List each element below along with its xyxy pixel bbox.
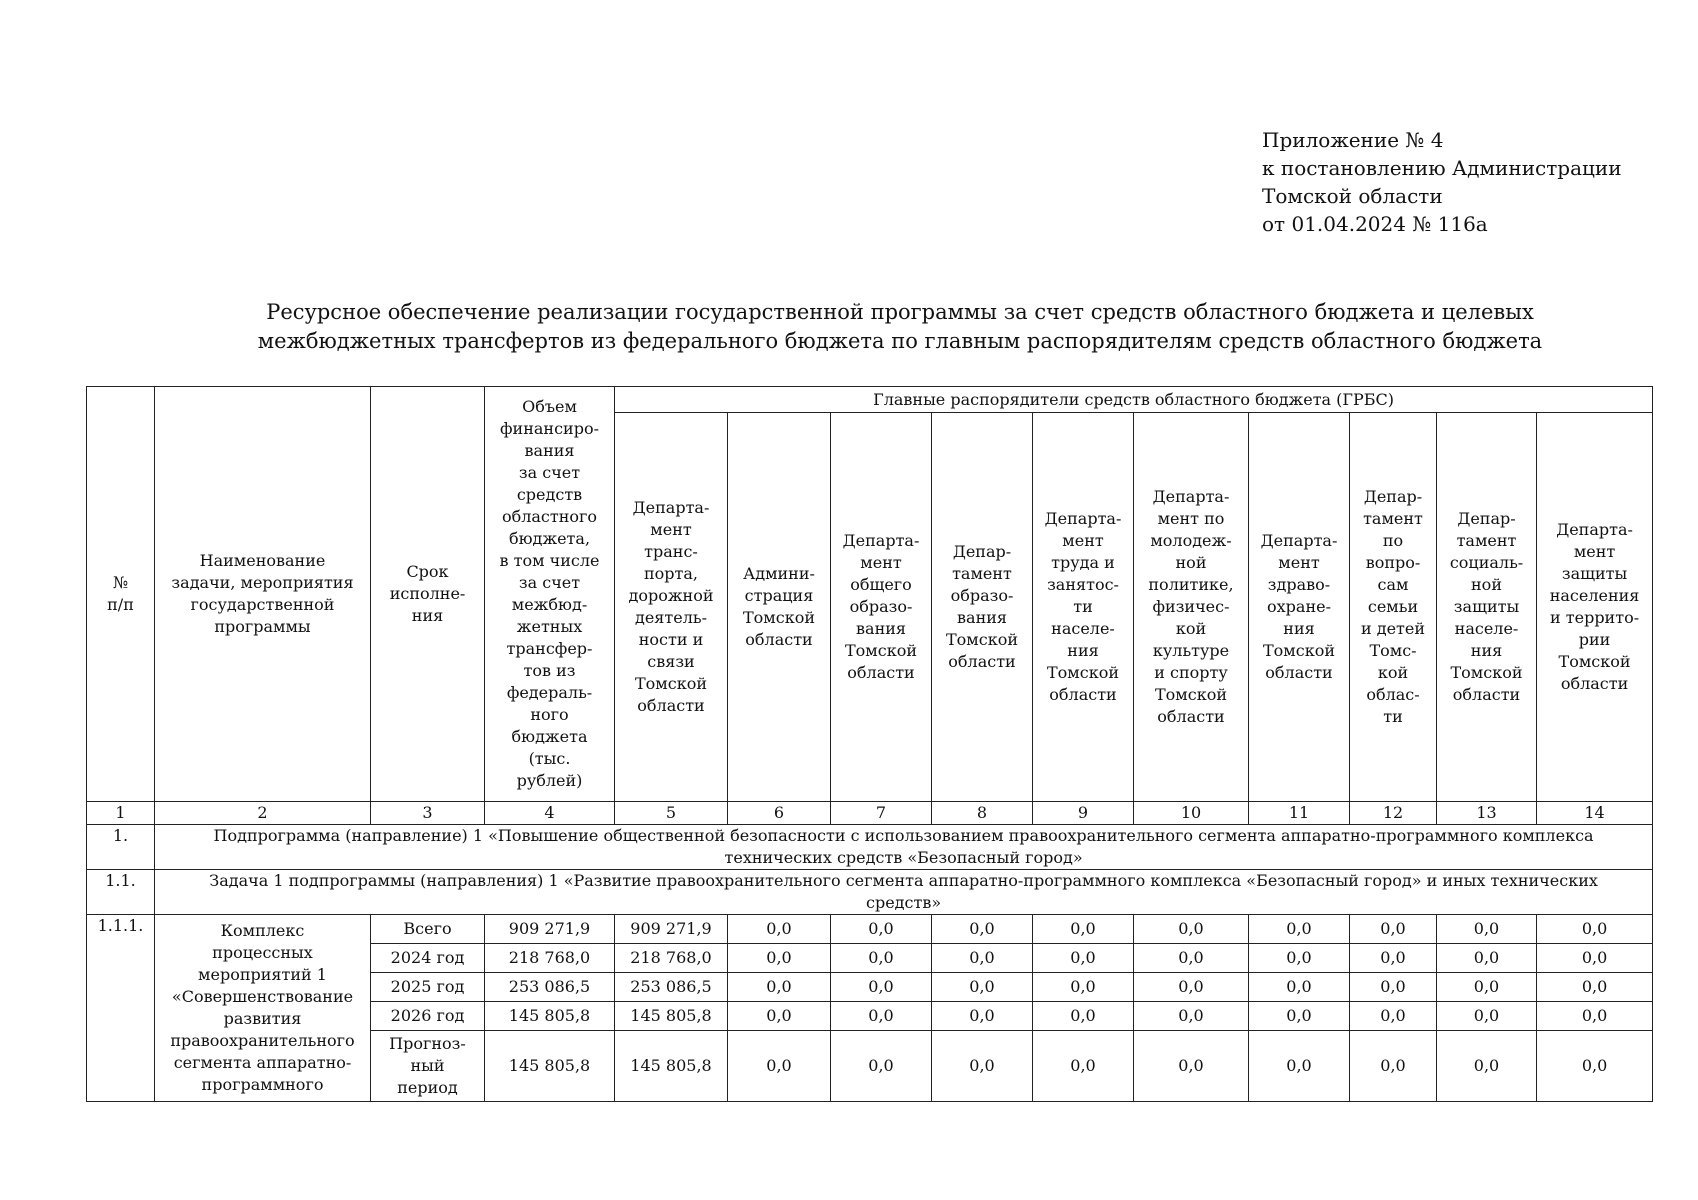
header-term-l0: Срок (406, 562, 449, 581)
measure-name-l7: программного (201, 1075, 324, 1094)
value-cell: 0,0 (1437, 973, 1537, 1002)
header-dept-administration (728, 413, 831, 802)
value-cell: 0,0 (1033, 1002, 1134, 1031)
dept-transport-l8: Томской (634, 674, 707, 693)
measure-name-l3: «Совершенствование (171, 987, 354, 1006)
value-cell: 0,0 (1134, 1002, 1249, 1031)
dept-prot-l5: рии (1578, 630, 1611, 649)
value-cell: 0,0 (1033, 1031, 1134, 1102)
dept-prot-l3: населения (1549, 586, 1640, 605)
dept-family-l6: и детей (1360, 619, 1426, 638)
dept-transport-l3: порта, (643, 564, 698, 583)
header-dept-social (1437, 413, 1537, 802)
title-line: межбюджетных трансфертов из федерального бюджета по главным распорядителям средств областного бюджета (257, 329, 1543, 353)
value-cell: 0,0 (831, 1002, 932, 1031)
dept-social-l8: области (1452, 685, 1521, 704)
value-cell: 0,0 (1437, 944, 1537, 973)
dept-social-l7: Томской (1450, 663, 1523, 682)
header-term (371, 387, 485, 802)
header-volume-l14: ного (530, 705, 569, 724)
dept-youth-l7: культуре (1152, 641, 1230, 660)
approval-line: Приложение № 4 (1262, 128, 1444, 152)
header-name-l1: задачи, мероприятия (171, 573, 354, 592)
header-volume-l13: федераль- (506, 683, 593, 702)
dept-labor-l0: Департа- (1044, 509, 1122, 528)
header-dept-transport (615, 413, 728, 802)
approval-line: Томской области (1262, 184, 1443, 208)
value-cell: 0,0 (1249, 1031, 1350, 1102)
value-cell: 145 805,8 (615, 1031, 728, 1102)
dept-health-l2: здраво- (1267, 575, 1331, 594)
dept-transport-l5: деятель- (634, 608, 707, 627)
value-cell: 0,0 (1134, 944, 1249, 973)
subprogram-title-l2: технических средств «Безопасный город» (724, 848, 1083, 867)
header-dept-health (1249, 413, 1350, 802)
header-grbs: Главные распорядители средств областного бюджета (ГРБС) (615, 387, 1653, 413)
header-name (155, 387, 371, 802)
subprogram-title-l1: Подпрограмма (направление) 1 «Повышение общественной безопасности с использованием правоохранительного сегмента аппаратно-программного комплекса (213, 826, 1594, 845)
dept-health-l0: Департа- (1260, 531, 1338, 550)
dept-social-l5: населе- (1454, 619, 1519, 638)
value-cell: 0,0 (1350, 944, 1437, 973)
value-cell: 0,0 (932, 1002, 1033, 1031)
value-cell: 253 086,5 (615, 973, 728, 1002)
dept-edu-l0: Депар- (952, 542, 1012, 561)
dept-youth-l9: Томской (1154, 685, 1227, 704)
header-dept-education (932, 413, 1033, 802)
term-cell: Всего (371, 915, 485, 944)
dept-youth-l4: политике, (1148, 575, 1234, 594)
header-volume (485, 387, 615, 802)
header-volume-l5: областного (501, 507, 598, 526)
measure-name-l1: процессных (212, 943, 313, 962)
subprogram-row (87, 825, 1653, 870)
col-number: 5 (615, 802, 728, 825)
header-num-l0: № (112, 573, 129, 592)
dept-labor-l4: ти (1073, 597, 1093, 616)
dept-admin-l1: страция (744, 586, 814, 605)
value-cell: 0,0 (728, 915, 831, 944)
dept-social-l4: защиты (1453, 597, 1520, 616)
measure-name (155, 915, 371, 1102)
task-num: 1.1. (87, 870, 155, 915)
col-number: 2 (155, 802, 371, 825)
dept-admin-l0: Админи- (743, 564, 815, 583)
task-title-l2: средств» (865, 893, 942, 912)
header-dept-general-education (831, 413, 932, 802)
header-volume-l12: тов из (523, 661, 576, 680)
header-name-l2: государственной (190, 595, 335, 614)
value-cell: 909 271,9 (485, 915, 615, 944)
dept-labor-l3: занятос- (1047, 575, 1119, 594)
dept-transport-l0: Департа- (632, 498, 710, 517)
value-cell: 0,0 (1537, 944, 1653, 973)
header-volume-l15: бюджета (511, 727, 588, 746)
value-cell: 218 768,0 (485, 944, 615, 973)
value-cell: 0,0 (728, 1002, 831, 1031)
value-cell: 145 805,8 (485, 1031, 615, 1102)
dept-labor-l7: Томской (1046, 663, 1119, 682)
header-dept-labor (1033, 413, 1134, 802)
approval-block (1262, 126, 1622, 238)
col-number: 1 (87, 802, 155, 825)
dept-social-l1: тамент (1456, 531, 1517, 550)
col-number: 10 (1134, 802, 1249, 825)
dept-health-l3: охране- (1267, 597, 1331, 616)
dept-transport-l9: области (637, 696, 705, 715)
dept-family-l0: Депар- (1363, 487, 1423, 506)
header-term-l2: ния (411, 606, 444, 625)
dept-social-l0: Депар- (1457, 509, 1516, 528)
value-cell: 0,0 (1249, 1002, 1350, 1031)
col-number: 4 (485, 802, 615, 825)
dept-family-l9: облас- (1366, 685, 1420, 704)
measure-name-l6: сегмента аппаратно- (173, 1053, 352, 1072)
dept-labor-l5: населе- (1051, 619, 1115, 638)
dept-youth-l2: молодеж- (1150, 531, 1232, 550)
header-name-l0: Наименование (199, 551, 326, 570)
approval-line: к постановлению Администрации (1262, 156, 1622, 180)
header-volume-l3: за счет (518, 463, 581, 482)
dept-social-l2: социаль- (1449, 553, 1524, 572)
term-cell-l0: Прогноз- (389, 1034, 466, 1053)
dept-prot-l7: области (1560, 674, 1629, 693)
value-cell: 0,0 (831, 1031, 932, 1102)
header-volume-l17: рублей) (516, 771, 583, 790)
header-volume-l8: за счет (518, 573, 581, 592)
value-cell: 0,0 (831, 915, 932, 944)
term-cell (371, 1031, 485, 1102)
dept-health-l4: ния (1283, 619, 1315, 638)
dept-prot-l0: Департа- (1556, 520, 1633, 539)
value-cell: 145 805,8 (485, 1002, 615, 1031)
value-cell: 0,0 (1033, 973, 1134, 1002)
dept-transport-l7: связи (647, 652, 695, 671)
column-numbers-row (87, 802, 1653, 825)
dept-health-l1: мент (1278, 553, 1320, 572)
document-title (200, 298, 1600, 356)
header-dept-family (1350, 413, 1437, 802)
value-cell: 0,0 (1249, 973, 1350, 1002)
measure-num: 1.1.1. (87, 915, 155, 1102)
value-cell: 0,0 (932, 944, 1033, 973)
dept-labor-l1: мент (1062, 531, 1104, 550)
dept-prot-l1: мент (1573, 542, 1616, 561)
title-line: Ресурсное обеспечение реализации государственной программы за счет средств областного бюджета и целевых (266, 300, 1534, 324)
dept-gened-l4: вания (856, 619, 906, 638)
dept-family-l3: вопро- (1365, 553, 1421, 572)
dept-family-l8: кой (1377, 663, 1409, 682)
dept-admin-l3: области (745, 630, 813, 649)
header-volume-l7: в том числе (499, 551, 600, 570)
value-cell: 0,0 (1033, 944, 1134, 973)
dept-gened-l3: образо- (849, 597, 913, 616)
value-cell: 0,0 (932, 973, 1033, 1002)
dept-prot-l4: и террито- (1550, 608, 1640, 627)
table-row (87, 915, 1653, 944)
dept-social-l3: ной (1471, 575, 1502, 594)
term-cell-l1: ный (410, 1056, 445, 1075)
value-cell: 253 086,5 (485, 973, 615, 1002)
value-cell: 0,0 (1249, 915, 1350, 944)
dept-labor-l6: ния (1067, 641, 1099, 660)
value-cell: 0,0 (1537, 973, 1653, 1002)
dept-edu-l5: области (948, 652, 1016, 671)
dept-transport-l1: мент (650, 520, 692, 539)
dept-edu-l1: тамент (952, 564, 1012, 583)
dept-transport-l4: дорожной (628, 586, 714, 605)
dept-prot-l2: защиты (1561, 564, 1628, 583)
col-number: 12 (1350, 802, 1437, 825)
header-volume-l11: трансфер- (506, 639, 593, 658)
dept-gened-l6: области (847, 663, 915, 682)
dept-health-l6: области (1265, 663, 1333, 682)
col-number: 7 (831, 802, 932, 825)
header-volume-l1: финансиро- (500, 419, 599, 438)
dept-youth-l5: физичес- (1152, 597, 1230, 616)
dept-family-l7: Томс- (1369, 641, 1417, 660)
header-num-l1: п/п (107, 595, 134, 614)
dept-transport-l2: транс- (644, 542, 698, 561)
header-name-l3: программы (214, 617, 311, 636)
subprogram-num: 1. (87, 825, 155, 870)
dept-youth-l8: и спорту (1154, 663, 1228, 682)
term-cell: 2025 год (371, 973, 485, 1002)
value-cell: 218 768,0 (615, 944, 728, 973)
term-cell-l2: период (397, 1078, 458, 1097)
dept-prot-l6: Томской (1558, 652, 1631, 671)
value-cell: 0,0 (1033, 915, 1134, 944)
header-volume-l16: (тыс. (528, 749, 571, 768)
dept-edu-l3: вания (957, 608, 1007, 627)
header-dept-youth-sport (1134, 413, 1249, 802)
header-volume-l6: бюджета, (508, 529, 591, 548)
value-cell: 0,0 (1537, 1002, 1653, 1031)
dept-family-l5: семьи (1367, 597, 1419, 616)
value-cell: 909 271,9 (615, 915, 728, 944)
header-volume-l0: Объем (522, 397, 577, 416)
value-cell: 0,0 (728, 1031, 831, 1102)
value-cell: 0,0 (1350, 915, 1437, 944)
task-row (87, 870, 1653, 915)
dept-admin-l2: Томской (742, 608, 815, 627)
col-number: 8 (932, 802, 1033, 825)
dept-gened-l5: Томской (844, 641, 917, 660)
col-number: 14 (1537, 802, 1653, 825)
value-cell: 0,0 (1537, 1031, 1653, 1102)
task-title (155, 870, 1653, 915)
approval-line: от 01.04.2024 № 116а (1262, 212, 1488, 236)
value-cell: 0,0 (1134, 973, 1249, 1002)
value-cell: 0,0 (1437, 915, 1537, 944)
dept-family-l1: тамент (1363, 509, 1423, 528)
value-cell: 0,0 (1350, 1002, 1437, 1031)
value-cell: 0,0 (1134, 1031, 1249, 1102)
value-cell: 145 805,8 (615, 1002, 728, 1031)
col-number: 3 (371, 802, 485, 825)
value-cell: 0,0 (1134, 915, 1249, 944)
measure-name-l5: правоохранительного (170, 1031, 355, 1050)
measure-name-l2: мероприятий 1 (198, 965, 327, 984)
header-volume-l2: вания (524, 441, 575, 460)
dept-family-l2: по (1382, 531, 1404, 550)
value-cell: 0,0 (728, 973, 831, 1002)
header-num (87, 387, 155, 802)
value-cell: 0,0 (831, 973, 932, 1002)
header-volume-l10: жетных (516, 617, 583, 636)
dept-family-l4: сам (1377, 575, 1409, 594)
dept-transport-l6: ности и (638, 630, 704, 649)
term-cell: 2024 год (371, 944, 485, 973)
header-volume-l4: средств (516, 485, 583, 504)
dept-labor-l2: труда и (1051, 553, 1115, 572)
header-volume-l9: межбюд- (511, 595, 588, 614)
value-cell: 0,0 (932, 1031, 1033, 1102)
dept-youth-l3: ной (1175, 553, 1207, 572)
header-term-l1: исполне- (389, 584, 466, 603)
dept-gened-l2: общего (850, 575, 912, 594)
dept-labor-l8: области (1049, 685, 1117, 704)
subprogram-title (155, 825, 1653, 870)
dept-edu-l4: Томской (945, 630, 1018, 649)
value-cell: 0,0 (728, 944, 831, 973)
value-cell: 0,0 (831, 944, 932, 973)
measure-name-l4: развития (223, 1009, 302, 1028)
dept-gened-l1: мент (860, 553, 902, 572)
resource-table (86, 386, 1653, 1102)
dept-health-l5: Томской (1262, 641, 1335, 660)
dept-edu-l2: образо- (950, 586, 1014, 605)
measure-name-l0: Комплекс (220, 921, 305, 940)
col-number: 9 (1033, 802, 1134, 825)
dept-social-l6: ния (1470, 641, 1503, 660)
value-cell: 0,0 (1437, 1031, 1537, 1102)
value-cell: 0,0 (1350, 1031, 1437, 1102)
col-number: 6 (728, 802, 831, 825)
value-cell: 0,0 (1537, 915, 1653, 944)
header-dept-protection (1537, 413, 1653, 802)
col-number: 13 (1437, 802, 1537, 825)
dept-youth-l0: Департа- (1152, 487, 1230, 506)
dept-gened-l0: Департа- (842, 531, 920, 550)
task-title-l1: Задача 1 подпрограммы (направления) 1 «Развитие правоохранительного сегмента аппаратно-программного комплекса «Безопасный город» и иных технических (209, 871, 1598, 890)
value-cell: 0,0 (1350, 973, 1437, 1002)
dept-family-l10: ти (1383, 707, 1403, 726)
dept-youth-l6: кой (1175, 619, 1207, 638)
value-cell: 0,0 (1437, 1002, 1537, 1031)
value-cell: 0,0 (932, 915, 1033, 944)
value-cell: 0,0 (1249, 944, 1350, 973)
col-number: 11 (1249, 802, 1350, 825)
dept-youth-l1: мент по (1157, 509, 1225, 528)
dept-youth-l10: области (1157, 707, 1225, 726)
term-cell: 2026 год (371, 1002, 485, 1031)
